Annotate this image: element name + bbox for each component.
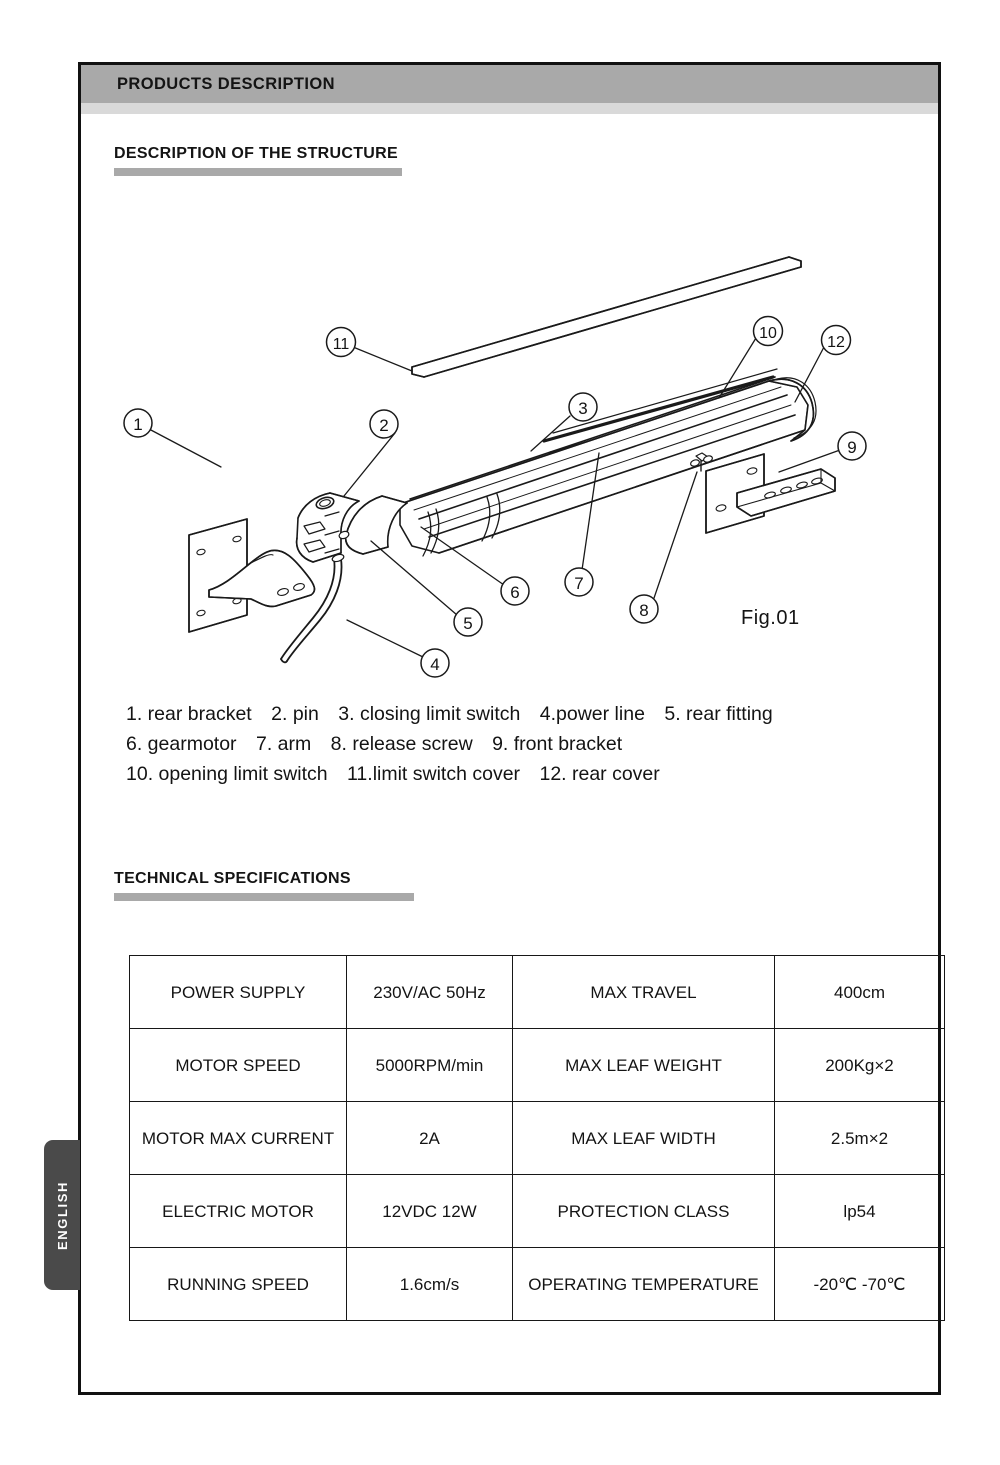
- legend-item: 7. arm: [255, 733, 312, 755]
- callout-9: [838, 432, 866, 460]
- spec-label: MAX LEAF WEIGHT: [513, 1029, 775, 1102]
- spec-label: MOTOR SPEED: [130, 1029, 347, 1102]
- section-heading-structure-text: DESCRIPTION OF THE STRUCTURE: [114, 145, 398, 162]
- callout-3: [569, 393, 597, 421]
- svg-text:9: 9: [847, 438, 857, 457]
- spec-label: OPERATING TEMPERATURE: [513, 1248, 775, 1321]
- legend-item: 9. front bracket: [492, 733, 623, 755]
- language-tab-english[interactable]: [44, 1140, 80, 1290]
- svg-text:5: 5: [463, 614, 473, 633]
- svg-text:12: 12: [827, 334, 845, 351]
- table-row: [130, 956, 945, 1029]
- legend-item: 11.limit switch cover: [347, 763, 521, 785]
- spec-label: MAX LEAF WIDTH: [513, 1102, 775, 1175]
- legend-line: [126, 699, 926, 729]
- part-rear-bracket: [189, 519, 314, 632]
- svg-text:4: 4: [430, 655, 440, 674]
- section-heading-specifications-rule: [114, 893, 414, 901]
- figure-caption: Fig.01: [741, 607, 800, 629]
- spec-label: MOTOR MAX CURRENT: [130, 1102, 347, 1175]
- spec-value: 2A: [347, 1102, 513, 1175]
- table-row: [130, 1248, 945, 1321]
- spec-value: 5000RPM/min: [347, 1029, 513, 1102]
- page-header-band: [81, 65, 938, 103]
- spec-label: ELECTRIC MOTOR: [130, 1175, 347, 1248]
- section-heading-structure: [114, 145, 402, 176]
- callout-8: [630, 595, 658, 623]
- spec-label: MAX TRAVEL: [513, 956, 775, 1029]
- spec-value: 400cm: [775, 956, 945, 1029]
- legend-item: 4.power line: [539, 703, 645, 725]
- table-row: [130, 1029, 945, 1102]
- svg-text:6: 6: [510, 583, 520, 602]
- part-front-bracket: [706, 454, 835, 533]
- legend-item: 12. rear cover: [539, 763, 660, 785]
- legend-item: 10. opening limit switch: [126, 763, 328, 785]
- callout-4: [421, 649, 449, 677]
- svg-text:11: 11: [332, 336, 350, 353]
- spec-value: 230V/AC 50Hz: [347, 956, 513, 1029]
- svg-text:10: 10: [759, 325, 777, 342]
- callout-10: [754, 317, 783, 346]
- page-header-shadow: [81, 103, 938, 114]
- spec-value: 2.5m×2: [775, 1102, 945, 1175]
- svg-text:3: 3: [578, 399, 588, 418]
- legend-item: 3. closing limit switch: [338, 703, 521, 725]
- callout-2: [370, 410, 398, 438]
- svg-text:1: 1: [133, 415, 143, 434]
- table-row: [130, 1175, 945, 1248]
- language-tab-label: ENGLISH: [54, 1180, 70, 1250]
- callout-7: [565, 568, 593, 596]
- legend-item: 8. release screw: [330, 733, 473, 755]
- svg-text:2: 2: [379, 416, 389, 435]
- spec-label: POWER SUPPLY: [130, 956, 347, 1029]
- legend-line: [126, 729, 926, 759]
- legend-line: [126, 759, 926, 789]
- table-row: [130, 1102, 945, 1175]
- callout-11: [327, 328, 356, 357]
- legend-item: 5. rear fitting: [664, 703, 773, 725]
- section-heading-structure-rule: [114, 168, 402, 176]
- spec-value: 200Kg×2: [775, 1029, 945, 1102]
- parts-legend: [126, 699, 926, 789]
- svg-text:7: 7: [574, 574, 584, 593]
- structure-diagram: [101, 235, 921, 674]
- callout-1: [124, 409, 152, 437]
- spec-value: 1.6cm/s: [347, 1248, 513, 1321]
- callout-12: [822, 326, 851, 355]
- structure-diagram-svg: [101, 235, 921, 674]
- callout-6: [501, 577, 529, 605]
- spec-label: PROTECTION CLASS: [513, 1175, 775, 1248]
- spec-label: RUNNING SPEED: [130, 1248, 347, 1321]
- page-header-title: PRODUCTS DESCRIPTION: [117, 74, 335, 93]
- legend-item: 6. gearmotor: [126, 733, 237, 755]
- spec-value: -20℃ -70℃: [775, 1248, 945, 1321]
- section-heading-specifications: [114, 870, 414, 901]
- legend-item: 2. pin: [271, 703, 319, 725]
- spec-value: lp54: [775, 1175, 945, 1248]
- spec-value: 12VDC 12W: [347, 1175, 513, 1248]
- legend-item: 1. rear bracket: [126, 703, 252, 725]
- callout-5: [454, 608, 482, 636]
- svg-text:8: 8: [639, 601, 649, 620]
- section-heading-specifications-text: TECHNICAL SPECIFICATIONS: [114, 870, 351, 887]
- manual-page: [78, 62, 941, 1395]
- specifications-table: [129, 955, 945, 1321]
